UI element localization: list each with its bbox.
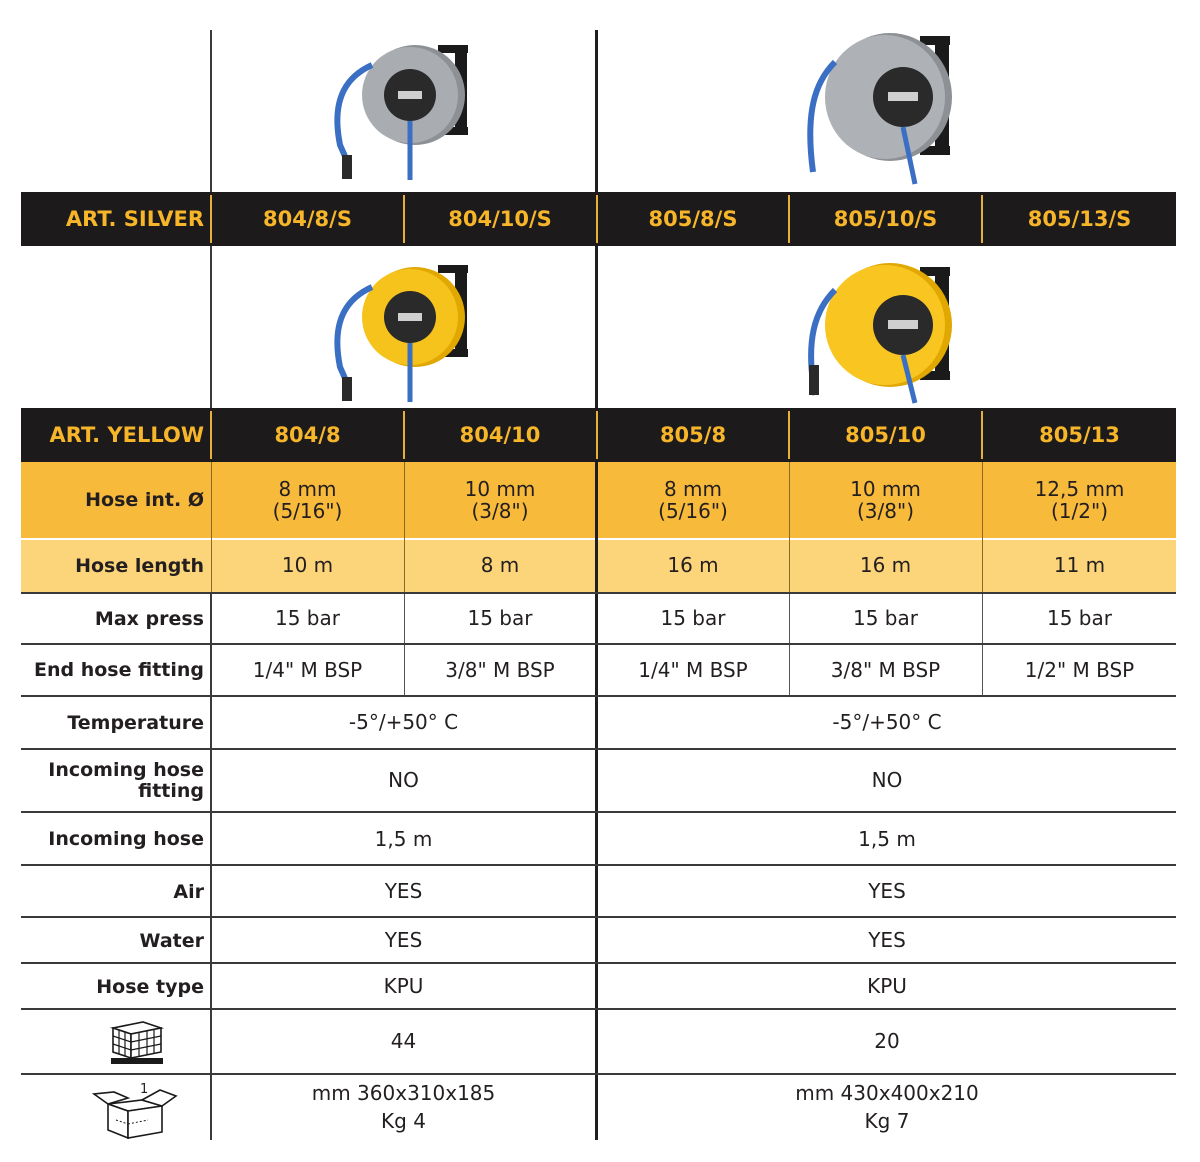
row-label-hose-int: Hose int. Ø [85,489,204,512]
yellow-code: 805/13 [1039,422,1120,447]
divider [21,811,1176,813]
product-image-804-silver [310,35,490,185]
divider [596,411,598,459]
yellow-code: 804/8 [274,422,341,447]
max-press-value: 15 bar [467,606,533,631]
hose-length-value: 10 m [281,553,334,578]
divider [210,30,212,192]
divider [21,916,1176,918]
max-press-value: 15 bar [1047,606,1112,631]
divider [21,748,1176,750]
incoming-fitting-value: NO [388,768,419,793]
hose-int-mm: 10 mm [850,476,921,501]
divider [21,643,1176,645]
divider [595,462,598,592]
row-label-hose-type: Hose type [96,975,204,998]
product-image-805-yellow [775,245,975,405]
divider [788,411,790,459]
divider [21,962,1176,964]
incoming-fitting-label-line: Incoming hose [48,759,204,782]
hose-int-value [212,462,403,539]
hose-int-inch: (5/16") [658,498,728,523]
divider [211,462,212,592]
divider [210,195,212,243]
row-label-water: Water [139,929,204,952]
hose-int-value [983,462,1176,539]
hose-int-value [598,462,788,539]
divider [210,246,212,408]
divider [21,864,1176,866]
divider [21,592,1176,594]
hose-int-inch: (3/8") [471,498,529,523]
hose-int-value [405,462,595,539]
divider [981,195,983,243]
divider [210,411,212,459]
hose-int-mm: 10 mm [464,476,536,501]
end-fitting-value: 1/4" M BSP [638,657,748,682]
water-value: YES [868,928,906,953]
box-size-value [598,1076,1176,1140]
divider [595,30,598,192]
air-value: YES [868,879,906,904]
hose-length-value: 11 m [1053,553,1106,578]
hose-int-mm: 8 mm [278,476,337,501]
hose-int-inch: (3/8") [857,498,914,523]
max-press-value: 15 bar [275,606,340,631]
box-size-value [212,1076,595,1140]
end-fitting-value: 1/2" M BSP [1024,657,1135,682]
air-value: YES [384,879,423,904]
box-count-label: 1 [140,1082,149,1097]
hose-type-value: KPU [383,974,424,999]
divider [21,1008,1176,1010]
silver-code: 804/8/S [263,206,352,231]
row-label-incoming-fitting [21,750,210,812]
divider [21,1073,1176,1075]
divider [595,246,598,408]
hose-int-value [790,462,981,539]
end-fitting-value: 1/4" M BSP [252,657,363,682]
divider [788,195,790,243]
silver-code: 805/10/S [833,206,938,231]
divider [982,462,983,592]
pallet-qty-value: 44 [390,1029,417,1054]
hose-int-inch: (5/16") [272,498,343,523]
water-value: YES [384,928,423,953]
divider [981,411,983,459]
hose-int-mm: 12,5 mm [1034,476,1125,501]
silver-code: 804/10/S [448,206,552,231]
incoming-hose-value: 1,5 m [858,826,916,851]
silver-code: 805/13/S [1027,206,1132,231]
box-dimensions: mm 360x310x185 [311,1081,496,1106]
hose-int-mm: 8 mm [663,476,723,501]
pallet-icon [105,1018,165,1070]
box-weight: Kg 4 [381,1109,426,1133]
hose-int-inch: (1/2") [1051,498,1108,523]
temperature-value: -5°/+50° C [348,710,459,735]
pallet-qty-value: 20 [874,1029,900,1054]
incoming-fitting-value: NO [871,768,903,793]
product-image-805-silver [775,22,975,187]
row-label-incoming-hose: Incoming hose [48,828,204,851]
yellow-label: ART. YELLOW [49,422,204,447]
divider [403,195,405,243]
yellow-code: 805/10 [845,422,926,447]
box-weight: Kg 7 [864,1109,910,1133]
divider [404,462,405,592]
row-label-hose-length: Hose length [75,554,204,577]
row-label-temperature: Temperature [67,711,204,734]
hose-length-value: 8 m [480,553,520,578]
incoming-fitting-label-line: fitting [138,780,204,802]
silver-label: ART. SILVER [65,206,204,231]
divider [789,462,790,592]
max-press-value: 15 bar [660,606,726,631]
row-label-air: Air [173,880,204,903]
row-label-max-press: Max press [94,607,204,630]
hose-length-value: 16 m [859,553,912,578]
yellow-code: 805/8 [659,422,727,447]
end-fitting-value: 3/8" M BSP [830,657,941,682]
silver-code: 805/8/S [648,206,738,231]
box-dimensions: mm 430x400x210 [795,1081,979,1106]
divider [596,195,598,243]
max-press-value: 15 bar [853,606,918,631]
row-label-end-fitting: End hose fitting [34,659,204,682]
hose-length-value: 16 m [667,553,719,578]
yellow-code: 804/10 [459,422,541,447]
end-fitting-value: 3/8" M BSP [445,657,555,682]
temperature-value: -5°/+50° C [832,710,942,735]
divider [21,695,1176,697]
hose-type-value: KPU [867,974,907,999]
divider [403,411,405,459]
product-image-804-yellow [310,255,490,405]
incoming-hose-value: 1,5 m [374,826,433,851]
box-icon [90,1084,180,1140]
